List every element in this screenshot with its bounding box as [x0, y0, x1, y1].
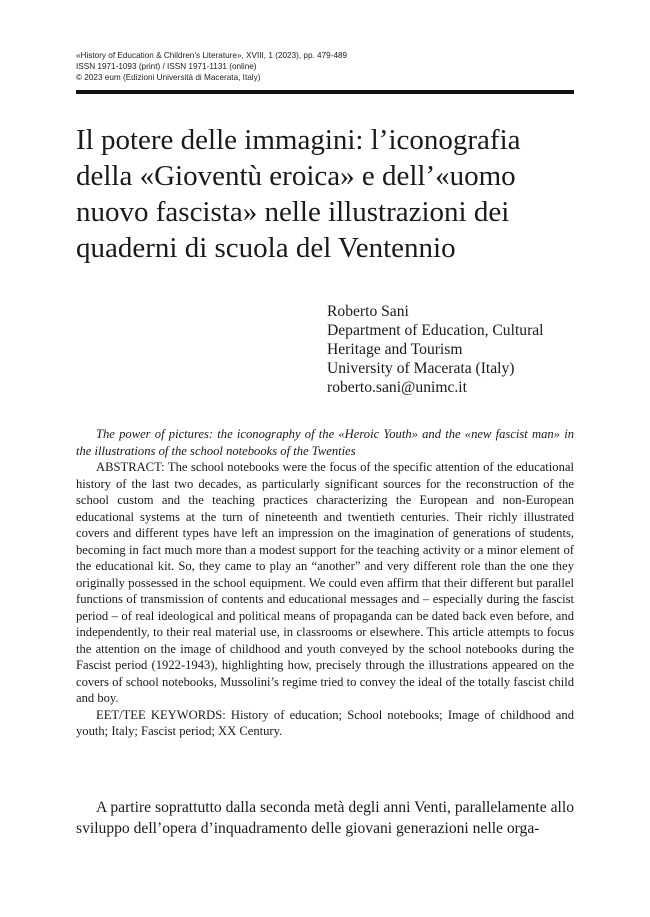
author-affiliation-line: Heritage and Tourism — [327, 341, 463, 358]
title-line: della «Gioventù eroica» e dell’«uomo — [76, 160, 516, 192]
title-line: nuovo fascista» nelle illustrazioni dei — [76, 196, 510, 228]
header-rule — [76, 90, 574, 94]
journal-issn: ISSN 1971-1093 (print) / ISSN 1971-1131 (online) — [76, 62, 257, 71]
keywords: EET/TEE KEYWORDS: History of education; School notebooks; Image of childhood and youth; Italy; Fascist period; XX Century. — [76, 707, 574, 738]
author-email: roberto.sani@unimc.it — [327, 379, 467, 396]
article-title — [76, 122, 586, 266]
author-block — [327, 302, 587, 397]
english-title: The power of pictures: the iconography of the «Heroic Youth» and the «new fascist man» in the illustrations of the school notebooks of the Twenties — [76, 427, 574, 458]
author-affiliation-line: University of Macerata (Italy) — [327, 360, 515, 377]
journal-header — [76, 50, 576, 83]
body-paragraph: A partire soprattutto dalla seconda metà degli anni Venti, parallelamente allo sviluppo dell’opera d’inquadramento delle giovani generazioni nelle orga- — [76, 799, 574, 837]
title-line: quaderni di scuola del Ventennio — [76, 232, 456, 264]
journal-copyright: © 2023 eum (Edizioni Università di Macerata, Italy) — [76, 73, 261, 82]
abstract-body: ABSTRACT: The school notebooks were the focus of the specific attention of the educational history of the last two decades, as particularly significant sources for the reconstruction of the school custom and the teaching practices characterizing the European and non-European educational systems at the turn of nineteenth and twentieth centuries. Their richly illustrated covers and different types have left an impression on the imagination of generations of students, becoming in fact much more than a modest support for the teaching activity or a minor element of the educational kit. So, they came to play an “another” and very different role than the one they originally possessed in the school equipment. We could even affirm that their different but parallel functions of transmission of contents and educational messages and – especially during the fascist period – of real ideological and political means of propaganda can be dated back even before, and independently, to their real material use, in classrooms or elsewhere. This article attempts to focus the attention on the image of childhood and youth conveyed by the school notebooks during the Fascist period (1922-1943), highlighting how, precisely through the illustrations appeared on the covers of school notebooks, Mussolini’s regime tried to convey the ideal of the totally fascist child and boy. — [76, 460, 574, 705]
author-affiliation-line: Department of Education, Cultural — [327, 322, 544, 339]
author-name: Roberto Sani — [327, 303, 409, 320]
body-text — [76, 797, 574, 839]
abstract-section — [76, 426, 574, 740]
title-line: Il potere delle immagini: l’iconografia — [76, 124, 521, 156]
journal-citation: «History of Education & Children’s Literature», XVIII, 1 (2023), pp. 479-489 — [76, 51, 348, 60]
